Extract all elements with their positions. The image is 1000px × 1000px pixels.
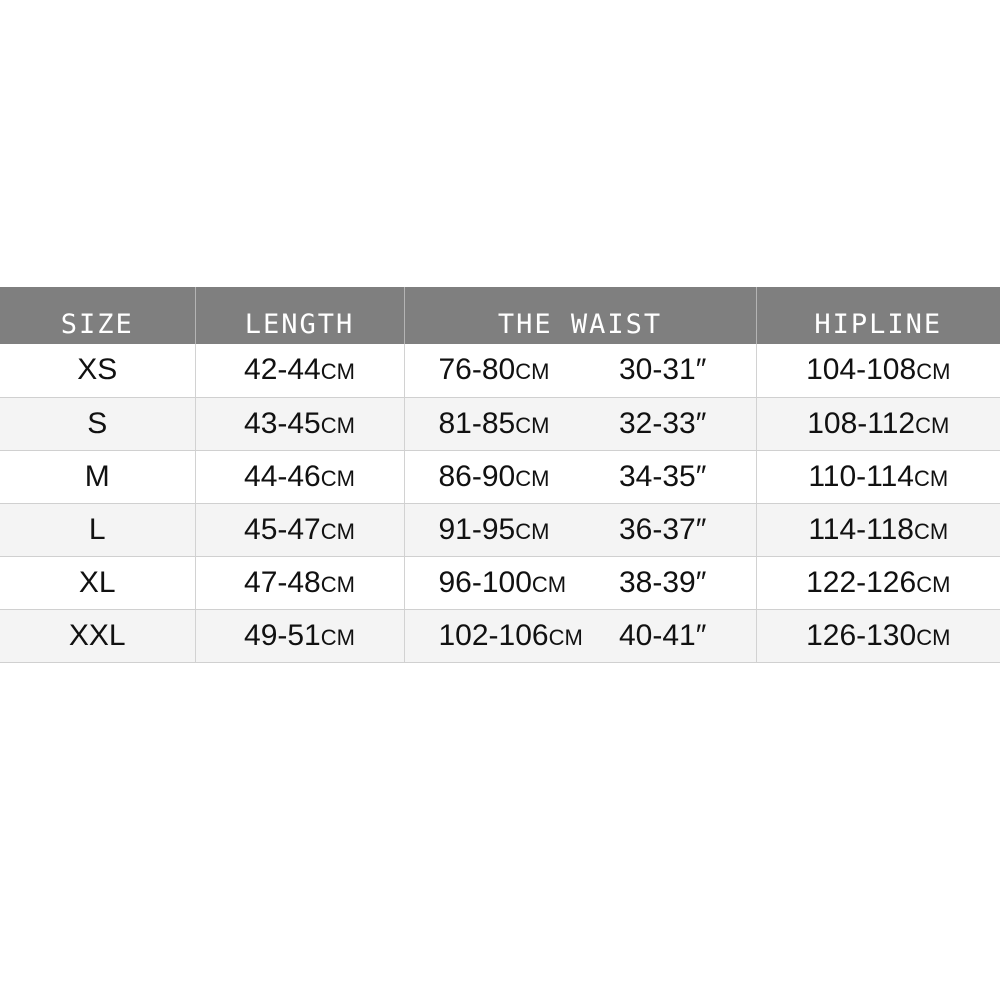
waist-cm-unit: CM [515,412,550,438]
header-length: LENGTH [195,287,404,344]
waist-inch-cell: 38-39″ [609,556,756,609]
waist-cm-value: 96-100 [438,565,532,599]
waist-cm-cell [404,344,609,397]
hipline-value: 114-118 [808,512,914,546]
size-cell: XXL [0,609,195,662]
size-cell: S [0,397,195,450]
hipline-cell [756,556,1000,609]
size-cell: L [0,503,195,556]
length-value: 42-44 [244,353,321,387]
waist-inch-cell: 30-31″ [609,344,756,397]
length-cell [195,609,404,662]
length-value: 43-45 [244,406,321,440]
waist-inch-cell: 40-41″ [609,609,756,662]
waist-cm-unit: CM [515,465,550,491]
waist-inch-cell: 34-35″ [609,450,756,503]
waist-cm-cell [404,503,609,556]
waist-cm-unit: CM [548,624,583,650]
header-waist: THE WAIST [404,287,756,344]
waist-cm-cell [404,556,609,609]
length-value: 49-51 [244,618,321,652]
length-unit: CM [320,571,355,597]
length-unit: CM [320,465,355,491]
length-value: 45-47 [244,512,321,546]
hipline-cell [756,344,1000,397]
length-unit: CM [320,359,355,385]
hipline-value: 108-112 [807,406,916,440]
waist-cm-cell [404,609,609,662]
hipline-unit: CM [916,624,951,650]
length-cell [195,503,404,556]
table-row [0,344,1000,397]
length-cell [195,397,404,450]
waist-cm-unit: CM [515,359,550,385]
table-body [0,344,1000,662]
header-size: SIZE [0,287,195,344]
hipline-unit: CM [915,412,950,438]
length-value: 44-46 [244,459,321,493]
hipline-unit: CM [913,518,949,544]
table-row [0,397,1000,450]
hipline-cell [756,609,1000,662]
hipline-unit: CM [913,465,949,491]
waist-inch-cell: 36-37″ [609,503,756,556]
length-unit: CM [320,624,355,650]
waist-cm-value: 86-90 [438,459,516,493]
hipline-value: 104-108 [806,353,917,387]
waist-cm-unit: CM [531,571,567,597]
hipline-cell [756,503,1000,556]
size-cell: M [0,450,195,503]
table-row [0,609,1000,662]
hipline-cell [756,450,1000,503]
table-row [0,503,1000,556]
waist-cm-value: 102-106 [438,618,549,652]
length-value: 47-48 [244,565,321,599]
waist-cm-cell [404,450,609,503]
length-cell [195,556,404,609]
table-header [0,287,1000,344]
size-cell: XL [0,556,195,609]
hipline-value: 110-114 [808,459,914,493]
hipline-unit: CM [916,359,951,385]
waist-cm-value: 81-85 [438,406,516,440]
table-row [0,556,1000,609]
waist-cm-value: 76-80 [438,353,516,387]
hipline-cell [756,397,1000,450]
length-unit: CM [320,518,355,544]
length-cell [195,450,404,503]
length-cell [195,344,404,397]
waist-inch-cell: 32-33″ [609,397,756,450]
waist-cm-unit: CM [515,518,550,544]
size-chart-table [0,287,1000,663]
length-unit: CM [320,412,355,438]
header-hipline: HIPLINE [756,287,1000,344]
waist-cm-value: 91-95 [438,512,516,546]
table-row [0,450,1000,503]
hipline-unit: CM [916,571,951,597]
waist-cm-cell [404,397,609,450]
hipline-value: 126-130 [806,618,917,652]
size-cell: XS [0,344,195,397]
hipline-value: 122-126 [806,565,917,599]
